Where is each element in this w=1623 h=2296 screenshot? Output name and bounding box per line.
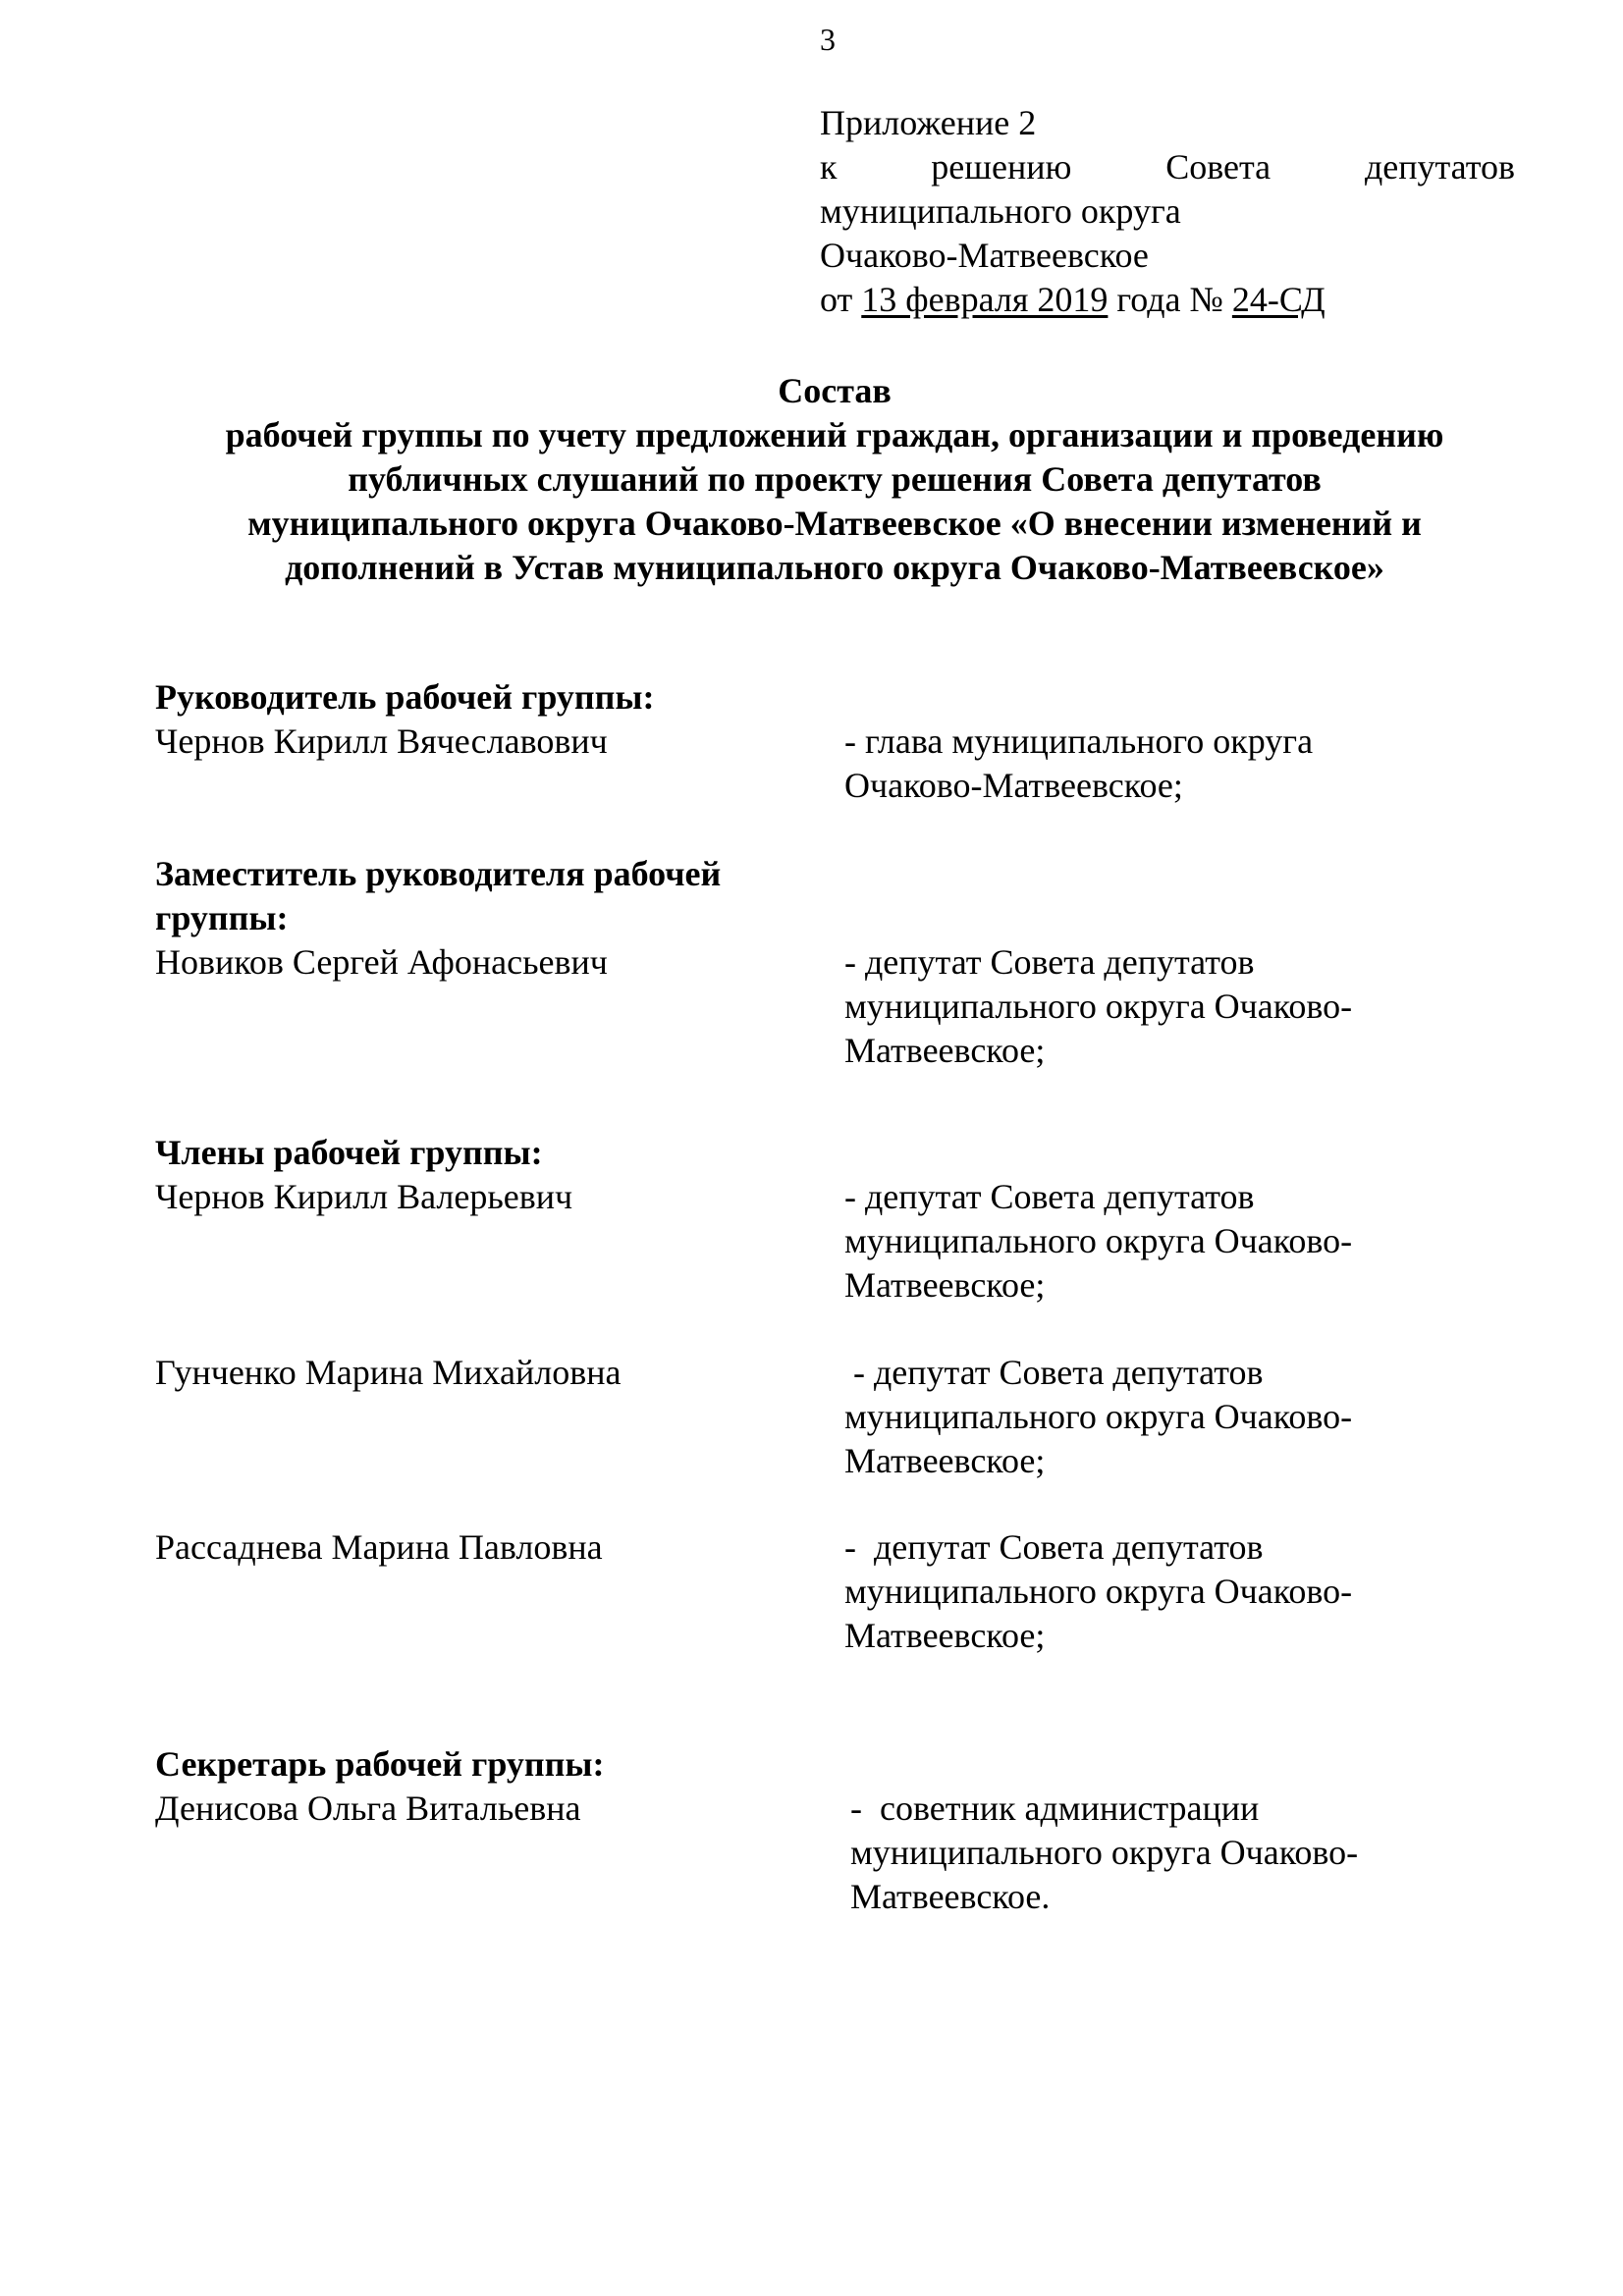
role-line: Матвеевское;	[844, 1265, 1046, 1305]
date-prefix: от	[820, 280, 853, 319]
role-line: муниципального округа Очаково-	[844, 1221, 1353, 1260]
member-name: Денисова Ольга Витальевна	[155, 1789, 581, 1828]
member-name: Гунченко Марина Михайловна	[155, 1353, 622, 1392]
member-role	[844, 1525, 1434, 1658]
appendix-word: решению	[931, 147, 1072, 187]
member-role	[850, 1787, 1439, 1919]
role-line: муниципального округа Очаково-	[844, 987, 1353, 1026]
member-entry	[155, 1351, 1530, 1488]
member-name: Чернов Кирилл Вячеславович	[155, 721, 608, 761]
secretary-heading: Секретарь рабочей группы:	[155, 1744, 605, 1784]
title-line: публичных слушаний по проекту решения Совета депутатов	[348, 459, 1322, 499]
member-entry	[155, 1525, 1530, 1663]
appendix-word: к	[820, 147, 838, 187]
title-line: муниципального округа Очаково-Матвеевское «О внесении изменений и	[247, 504, 1422, 543]
role-line: - советник администрации	[850, 1789, 1260, 1828]
appendix-district-name: Очаково-Матвеевское	[820, 236, 1149, 275]
member-entry	[155, 1175, 1530, 1312]
role-line: - депутат Совета депутатов	[844, 1353, 1264, 1392]
member-role	[844, 1351, 1434, 1483]
role-line: - депутат Совета депутатов	[844, 1527, 1264, 1567]
page-number: 3	[820, 22, 836, 57]
appendix-word: депутатов	[1364, 147, 1515, 187]
role-line: муниципального округа Очаково-	[850, 1833, 1359, 1872]
role-line: муниципального округа Очаково-	[844, 1397, 1353, 1436]
title-line: рабочей группы по учету предложений граждан, организации и проведению	[225, 415, 1444, 454]
role-line: Матвеевское;	[844, 1616, 1046, 1655]
appendix-date-line	[820, 278, 1515, 322]
secretary-section	[155, 1742, 1530, 1924]
member-role	[844, 720, 1434, 808]
member-name: Чернов Кирилл Валерьевич	[155, 1177, 573, 1216]
title-line: Состав	[778, 371, 892, 410]
date-mid: года №	[1116, 280, 1223, 319]
appendix-header	[820, 101, 1515, 322]
role-line: Очаково-Матвеевское;	[844, 766, 1183, 805]
role-line: Матвеевское;	[844, 1441, 1046, 1480]
document-title	[98, 369, 1571, 590]
leader-section	[155, 675, 1530, 818]
member-name: Новиков Сергей Афонасьевич	[155, 942, 608, 982]
members-heading: Члены рабочей группы:	[155, 1133, 543, 1172]
leader-heading: Руководитель рабочей группы:	[155, 677, 655, 717]
deputy-entry	[155, 940, 1530, 1078]
secretary-entry	[155, 1787, 1530, 1924]
deputy-section	[155, 852, 1530, 1078]
deputy-heading-cont: группы:	[155, 898, 289, 937]
title-line: дополнений в Устав муниципального округа Очаково-Матвеевское»	[285, 548, 1384, 587]
member-entry-1	[155, 1175, 1530, 1312]
role-line: Матвеевское;	[844, 1031, 1046, 1070]
role-line: - депутат Совета депутатов	[844, 942, 1255, 982]
member-role	[844, 1175, 1434, 1308]
role-line: - депутат Совета депутатов	[844, 1177, 1255, 1216]
role-line: - глава муниципального округа	[844, 721, 1314, 761]
member-role	[844, 940, 1434, 1073]
appendix-title: Приложение 2	[820, 103, 1037, 142]
members-section	[155, 1131, 1530, 1175]
role-line: Матвеевское.	[850, 1877, 1051, 1916]
appendix-district-line: муниципального округа	[820, 191, 1181, 231]
role-line: муниципального округа Очаково-	[844, 1572, 1353, 1611]
deputy-heading: Заместитель руководителя рабочей	[155, 854, 722, 893]
member-name: Рассаднева Марина Павловна	[155, 1527, 603, 1567]
appendix-decision-line	[820, 145, 1515, 189]
member-entry-2	[155, 1351, 1530, 1488]
appendix-word: Совета	[1165, 147, 1271, 187]
member-entry-3	[155, 1525, 1530, 1663]
decision-date: 13 февраля 2019	[861, 280, 1109, 319]
decision-number: 24-СД	[1231, 280, 1325, 319]
leader-entry	[155, 720, 1530, 818]
